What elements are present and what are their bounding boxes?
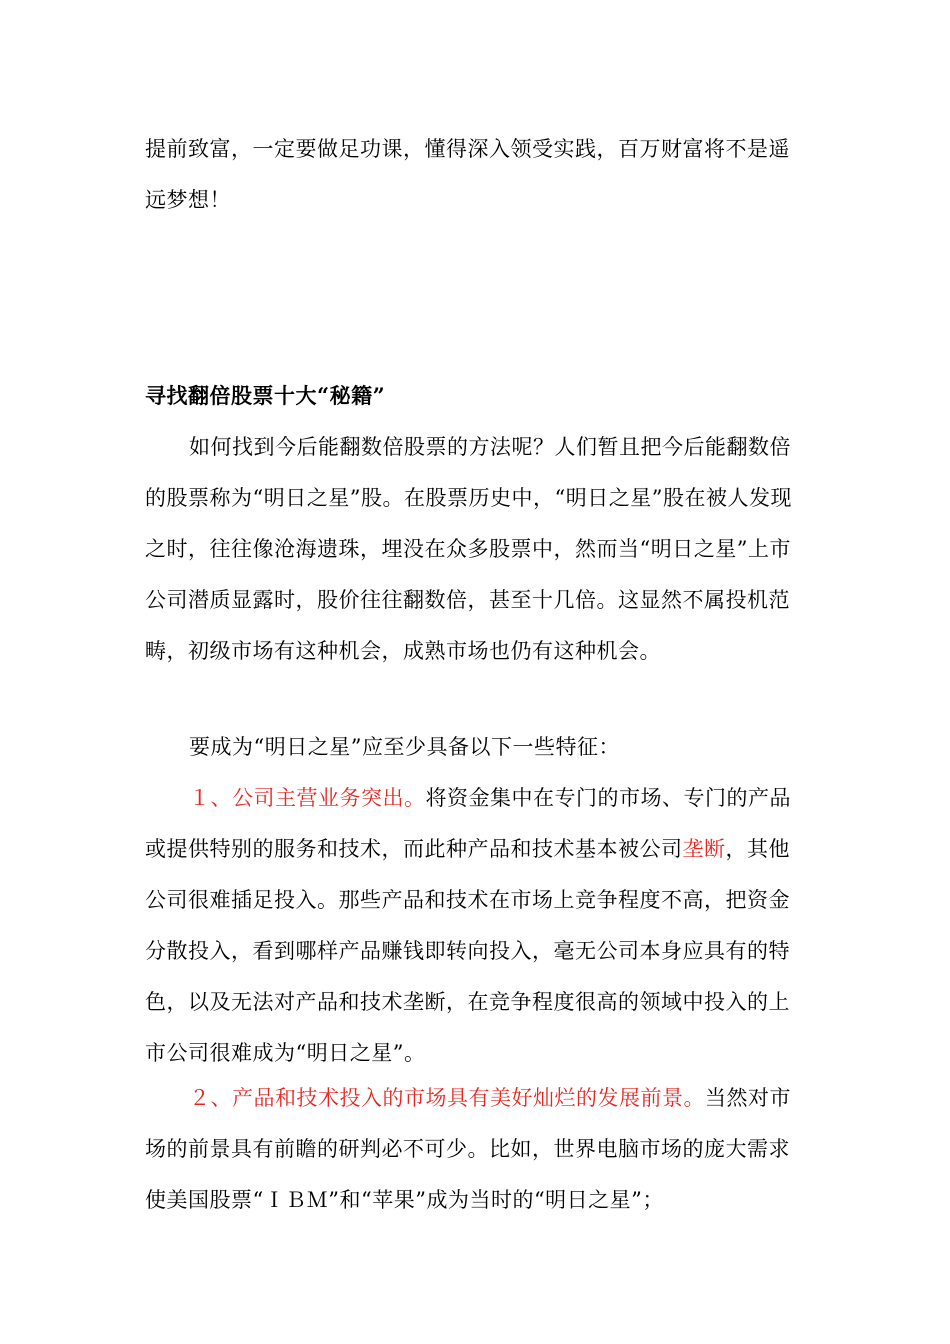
list-item-2 [145,1073,795,1226]
list-item-1-text-a: 将资金集中在专门的市场、专门的产品或提供特别的服务和技术，而此种产品和技术基本被公司 [145,786,791,861]
list-item-1-heading: １、公司主营业务突出。 [189,786,426,810]
section-title: 寻找翻倍股票十大“秘籍” [145,383,386,408]
paragraph-features-lead: 要成为“明日之星”应至少具备以下一些特征： [189,735,620,759]
paragraph-intro-stars: 如何找到今后能翻数倍股票的方法呢？人们暂且把今后能翻数倍的股票称为“明日之星”股。在股票历史中，“明日之星”股在被人发现之时，往往像沧海遗珠，埋没在众多股票中，然而当“明日之星”上市公司潜质显露时，股价往往翻数倍，甚至十几倍。这显然不属投机范畴，初级市场有这种机会，成熟市场也仍有这种机会。 [145,435,792,663]
list-item-1-text-b: ，其他公司很难插足投入。那些产品和技术在市场上竞争程度不高，把资金分散投入，看到哪样产品赚钱即转向投入，毫无公司本身应具有的特色，以及无法对产品和技术垄断，在竞争程度很高的领域中投入的上市公司很难成为“明日之星”。 [145,837,790,1065]
list-item-1-highlight: 垄断 [682,837,726,861]
list-item-2-text: 当然对市场的前景具有前瞻的研判必不可少。比如，世界电脑市场的庞大需求使美国股票“ＩＢＭ”和“苹果”成为当时的“明日之星”； [145,1086,791,1212]
intro-paragraph: 提前致富，一定要做足功课，懂得深入领受实践，百万财富将不是遥远梦想！ [145,137,790,212]
list-item-2-heading: ２、产品和技术投入的市场具有美好灿烂的发展前景。 [189,1086,705,1110]
list-item-1 [145,773,795,1079]
